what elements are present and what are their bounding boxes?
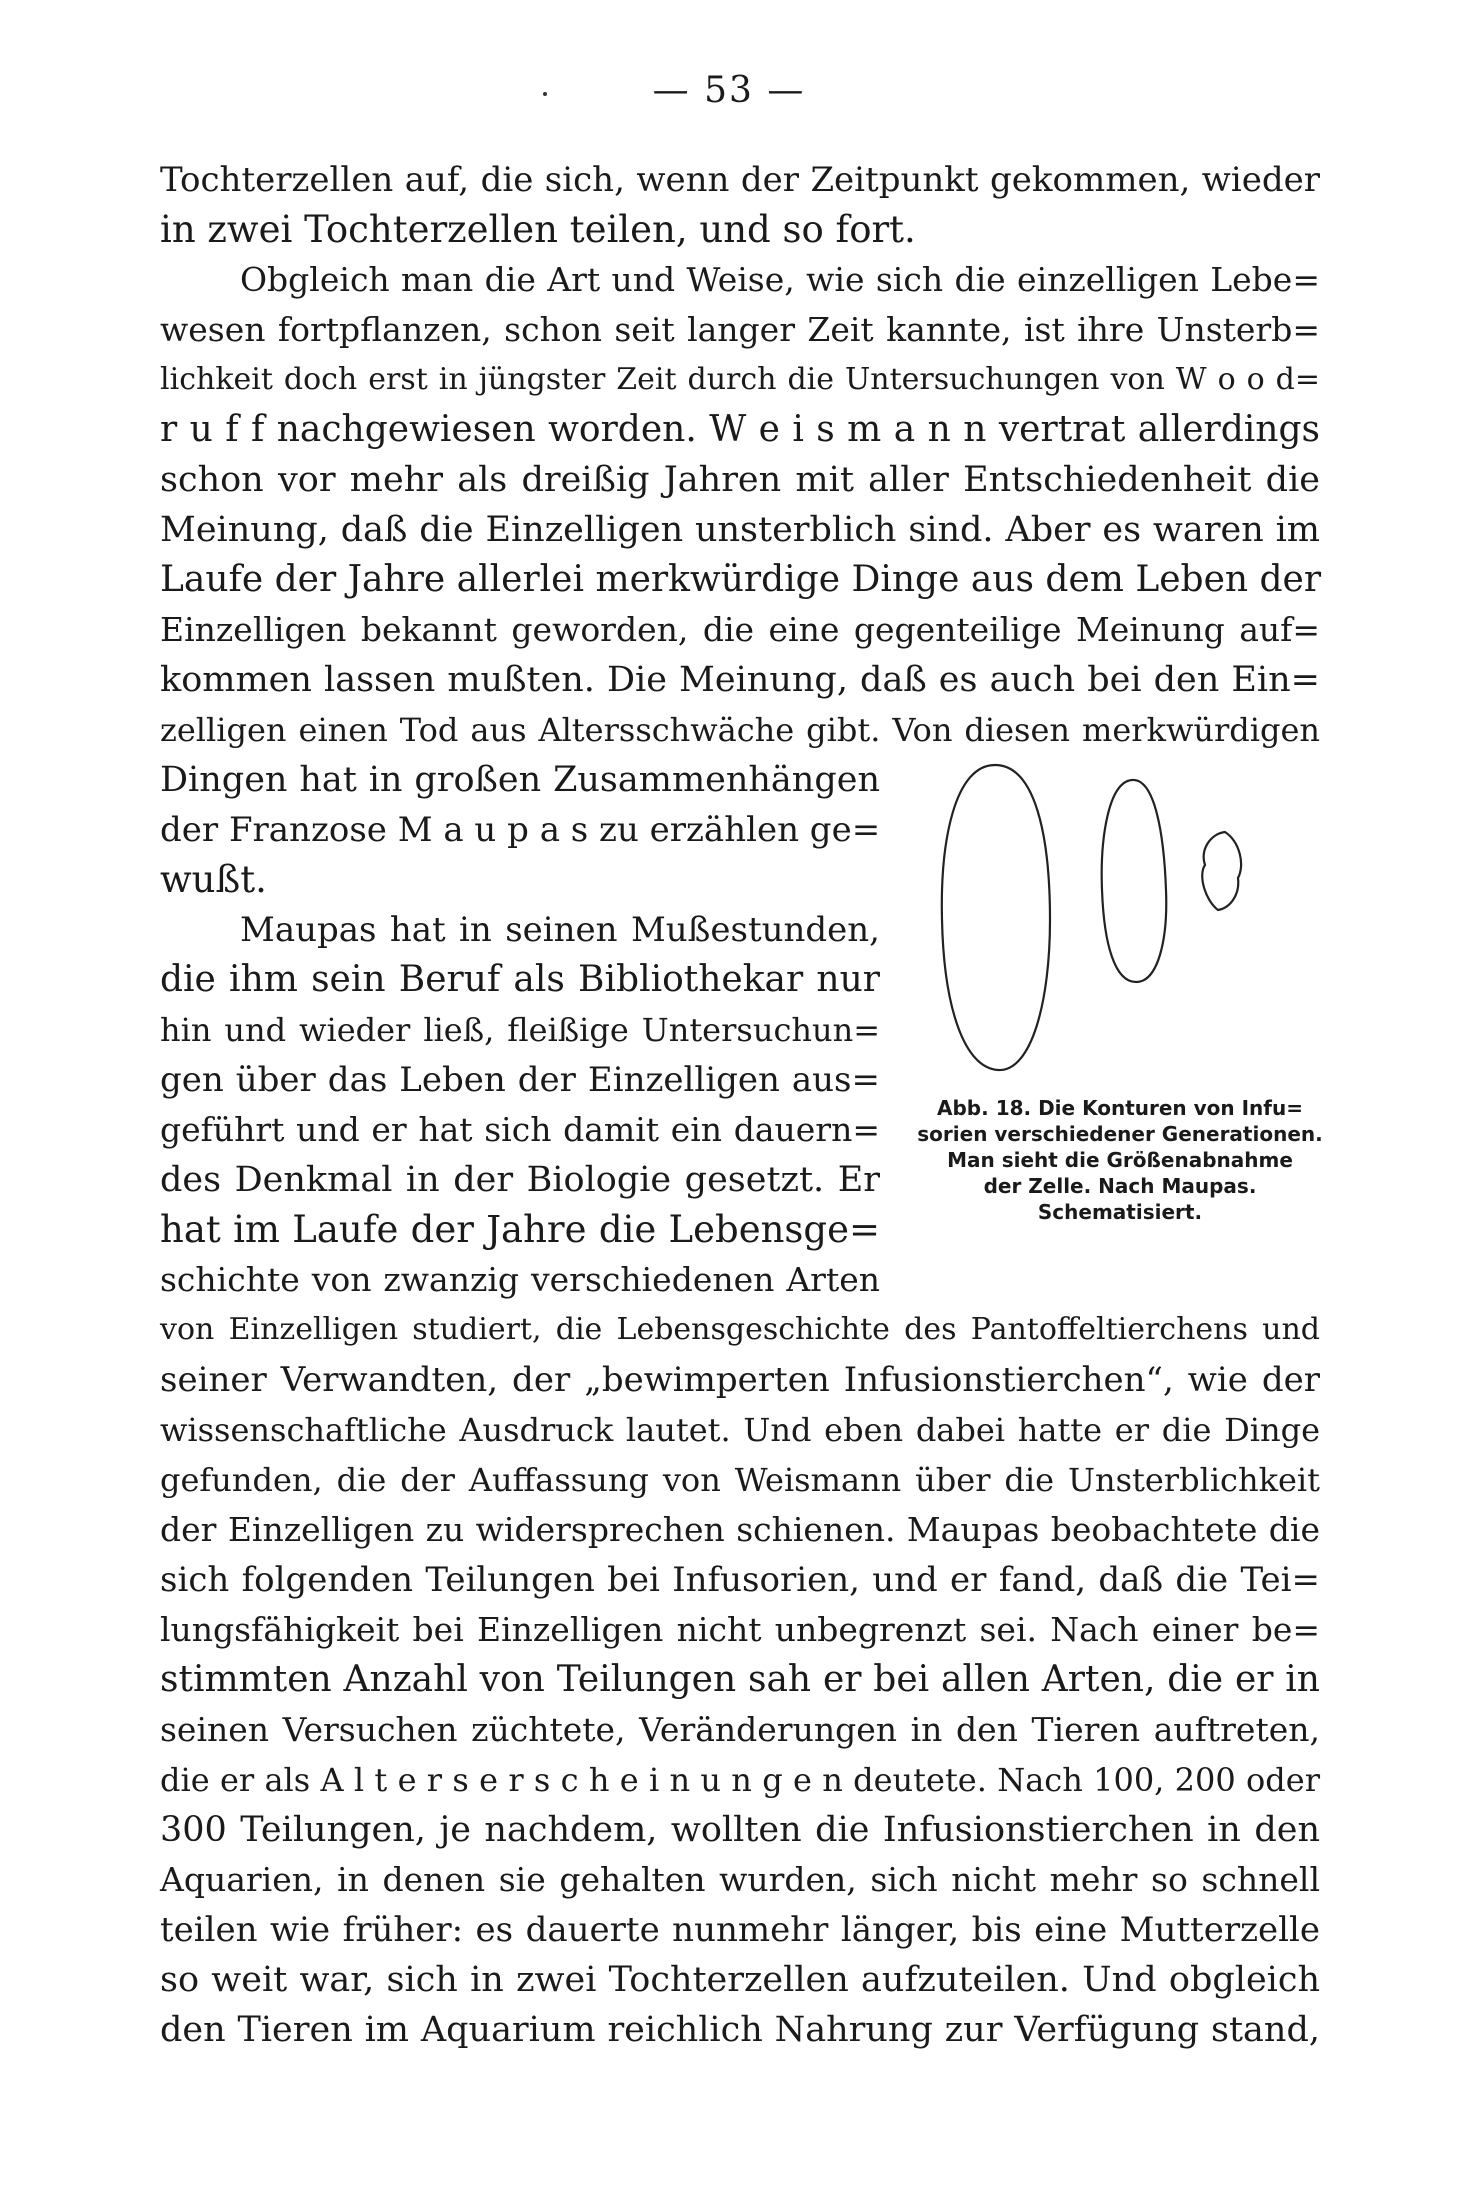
text-line: 300 Teilungen, je nachdem, wollten die Infusionstierchen in den xyxy=(160,1810,1320,1850)
caption-line: sorien verschiedener Generationen. xyxy=(917,1122,1323,1146)
text-line: kommen lassen mußten. Die Meinung, daß es auch bei den Ein= xyxy=(160,660,1320,700)
text-line: Einzelligen bekannt geworden, die eine gegenteilige Meinung auf= xyxy=(160,610,1320,649)
caption-line: Schematisiert. xyxy=(1037,1200,1203,1224)
text-line: Meinung, daß die Einzelligen unsterblich sind. Aber es waren im xyxy=(160,510,1320,550)
text-line: die ihm sein Beruf als Bibliothekar nur xyxy=(160,959,880,1000)
text-line: zelligen einen Tod aus Altersschwäche gibt. Von diesen merkwürdigen xyxy=(160,711,1320,749)
caption-line: Abb. 18. Die Konturen von Infu= xyxy=(937,1096,1303,1120)
caption-line: Man sieht die Größenabnahme xyxy=(947,1148,1293,1172)
text-line: Obgleich man die Art und Weise, wie sich die einzelligen Lebe= xyxy=(240,260,1320,299)
large-cell-contour xyxy=(942,765,1050,1070)
text-line: wußt. xyxy=(160,858,267,901)
text-line: gen über das Leben der Einzelligen aus= xyxy=(160,1060,880,1100)
text-line: Aquarien, in denen sie gehalten wurden, sich nicht mehr so schnell xyxy=(160,1860,1320,1899)
text-line: Maupas hat in seinen Mußestunden, xyxy=(240,910,880,950)
text-line: der Einzelligen zu widersprechen schienen. Maupas beobachtete die xyxy=(160,1510,1320,1549)
text-line: hat im Laufe der Jahre die Lebensge= xyxy=(160,1208,880,1251)
small-cell-contour xyxy=(1202,832,1241,910)
text-line: r u f f nachgewiesen worden. W e i s m a n n vertrat allerdings xyxy=(160,409,1320,450)
text-line: lichkeit doch erst in jüngster Zeit durch die Untersuchungen von W o o d= xyxy=(160,362,1320,397)
text-line: Tochterzellen auf, die sich, wenn der Zeitpunkt gekommen, wieder xyxy=(160,160,1320,200)
text-line: geführt und er hat sich damit ein dauern= xyxy=(160,1110,880,1149)
text-line: stimmten Anzahl von Teilungen sah er bei allen Arten, die er in xyxy=(160,1659,1320,1700)
text-line: von Einzelligen studiert, die Lebensgeschichte des Pantoffeltierchens und xyxy=(160,1312,1320,1347)
text-line: teilen wie früher: es dauerte nunmehr länger, bis eine Mutterzelle xyxy=(160,1910,1320,1950)
text-line: den Tieren im Aquarium reichlich Nahrung zur Verfügung stand, xyxy=(160,2010,1320,2050)
text-line: wesen fortpflanzen, schon seit langer Zeit kannte, ist ihre Unsterb= xyxy=(160,310,1320,349)
text-line: lungsfähigkeit bei Einzelligen nicht unbegrenzt sei. Nach einer be= xyxy=(160,1610,1320,1649)
text-line: seinen Versuchen züchtete, Veränderungen in den Tieren auftreten, xyxy=(160,1710,1320,1749)
text-line: in zwei Tochterzellen teilen, und so fort. xyxy=(160,208,916,251)
text-line: seiner Verwandten, der „bewimperten Infusionstierchen“, wie der xyxy=(160,1360,1320,1400)
text-line: Dingen hat in großen Zusammenhängen xyxy=(160,760,880,800)
text-line: die er als A l t e r s e r s c h e i n u n g e n deutete. Nach 100, 200 oder xyxy=(160,1761,1320,1799)
caption-line: der Zelle. Nach Maupas. xyxy=(983,1174,1257,1198)
text-line: wissenschaftliche Ausdruck lautet. Und eben dabei hatte er die Dinge xyxy=(160,1411,1320,1449)
text-line: sich folgenden Teilungen bei Infusorien, und er fand, daß die Tei= xyxy=(160,1560,1320,1600)
medium-cell-contour xyxy=(1102,780,1167,982)
text-line: hin und wieder ließ, fleißige Untersuchun= xyxy=(160,1011,880,1049)
text-line: so weit war, sich in zwei Tochterzellen aufzuteilen. Und obgleich xyxy=(160,1960,1320,2000)
figure-caption xyxy=(905,1095,1335,1225)
infusoria-contours-figure xyxy=(900,750,1340,1090)
text-line: schon vor mehr als dreißig Jahren mit aller Entschiedenheit die xyxy=(160,460,1320,500)
text-line: gefunden, die der Auffassung von Weismann über die Unsterblichkeit xyxy=(160,1461,1320,1499)
text-line: der Franzose M a u p a s zu erzählen ge= xyxy=(160,810,881,850)
text-line: Laufe der Jahre allerlei merkwürdige Dinge aus dem Leben der xyxy=(160,559,1322,600)
text-line: schichte von zwanzig verschiedenen Arten xyxy=(160,1260,880,1299)
print-speck xyxy=(543,92,547,96)
page-number: — 53 — xyxy=(652,70,806,111)
text-line: des Denkmal in der Biologie gesetzt. Er xyxy=(160,1160,880,1200)
